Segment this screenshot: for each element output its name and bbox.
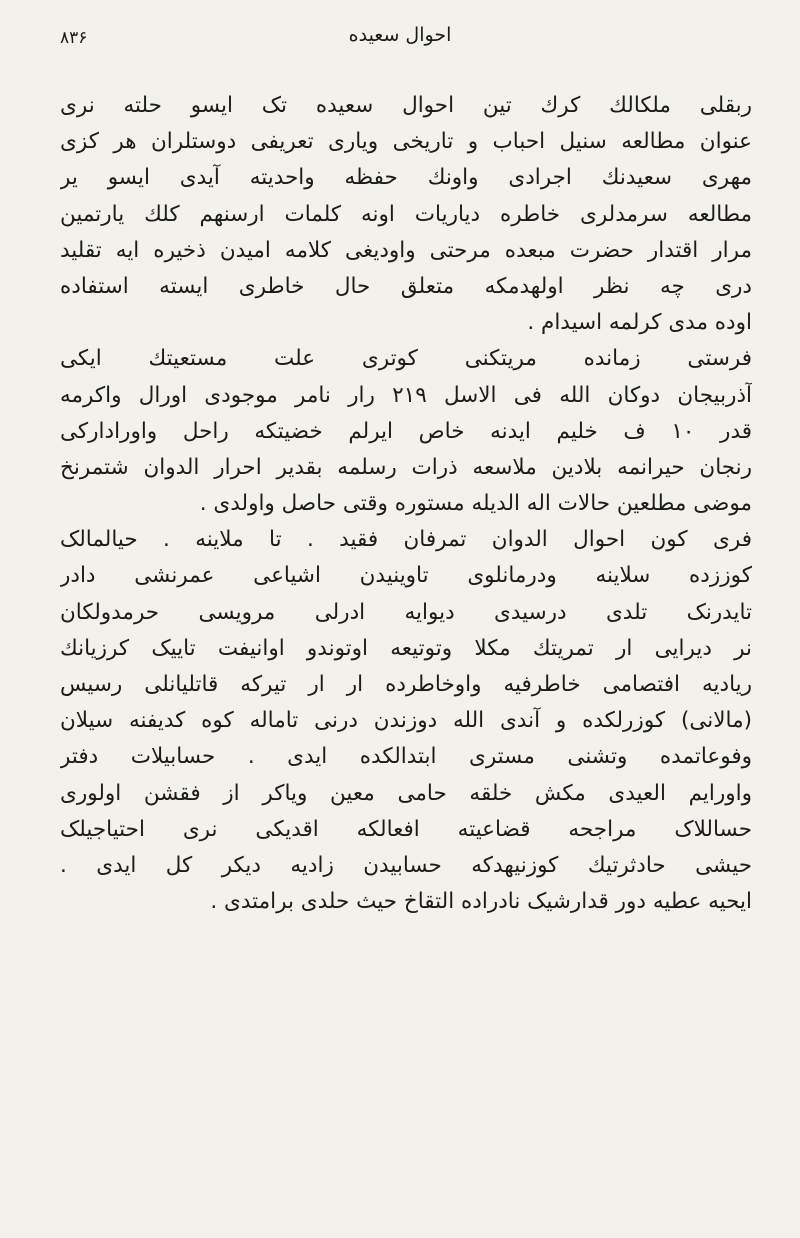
text-line: عنوان مطالعه سنیل احباب و تاریخی ویاری تعریفی دوستلران هر کزی bbox=[60, 129, 752, 155]
text-line: واورایم العیدی مکش خلقه حامی معین ویاکر از فقشن اولوری bbox=[60, 780, 752, 806]
body-text bbox=[60, 88, 752, 920]
page-header bbox=[0, 18, 800, 58]
running-title: احوال سعیده bbox=[348, 24, 452, 46]
text-line: فرستی زمانده مریتکنی کوتری علت مستعیتك ایکی bbox=[60, 346, 752, 372]
text-line: کوززده سلاینه ودرمانلوی تاوینیدن اشیاعی عمرنشی دادر bbox=[60, 563, 752, 589]
text-line: (مالانی) کوزرلکده و آندی الله دوزندن درنی تاماله کوه کدیفنه سیلان bbox=[60, 708, 752, 734]
text-line: آذربیجان دوکان الله فی الاسل ۲۱۹ رار نامر موجودی اورال واکرمه bbox=[60, 382, 752, 408]
text-line: اوده مدی کرلمه اسیدام . bbox=[527, 310, 752, 336]
text-line: مطالعه سرمدلری خاطره دیاریات اونه کلمات ارسنهم کلك یارتمین bbox=[60, 201, 752, 227]
text-line: تایدرنک تلدی درسیدی دیوایه ادرلی مرویسی حرمدولکان bbox=[60, 599, 752, 625]
text-line: ربقلی ملکالك کرك تین احوال سعیده تک ایسو حلته نری bbox=[60, 93, 752, 118]
text-line: حیشی حادثرتیك کوزنیهدکه حسابیدن زادیه دیکر کل ایدی . bbox=[60, 852, 752, 878]
text-line: قدر ۱۰ ف خلیم ایدنه خاص ایرلم خضیتکه راحل واورادارکی bbox=[60, 418, 752, 444]
text-line: مهری سعیدنك اجرادی واونك حفظه واحدیته آیدی ایسو یر bbox=[60, 165, 752, 191]
text-line: فری کون احوال الدوان تمرفان فقید . تا ملاینه . حیالمالک bbox=[60, 527, 752, 553]
text-line: مرار اقتدار حضرت مبعده مرحتی واودیغی کلامه امیدن ذخیره ایه تقلید bbox=[60, 237, 752, 263]
text-line: موضی مطلعین حالات اله الدیله مستوره وقتی حاصل واولدی . bbox=[199, 491, 752, 517]
text-line: ریادیه افتصامی خاطرفیه واوخاطرده ار ار تیرکه قاتلیانلی رسیس bbox=[60, 672, 752, 697]
text-line: نر دیرایی ار تمریتك مکلا وتوتیعه اوتوندو اوانیفت تاییک کرزیانك bbox=[60, 635, 752, 661]
text-line: حساللاک مراجحه قضاعیته افعالکه اقدیکی نری احتیاجیلک bbox=[60, 816, 752, 842]
text-line: ایحیه عطیه دور قدارشیک نادراده التقاخ حیث حلدی برامتدی . bbox=[210, 889, 752, 915]
text-line: دری چه نظر اولهدمکه متعلق حال خاطری ایسته استفاده bbox=[60, 273, 752, 299]
text-line: وفوعاتمده وتشنی مستری ابتدالکده ایدی . حسابیلات دفتر bbox=[60, 744, 752, 770]
page-number: ۸۳۶ bbox=[60, 28, 88, 48]
text-line: رنجان حیرانمه بلادین ملاسعه ذرات رسلمه بقدیر احرار الدوان شتمرنخ bbox=[60, 454, 752, 480]
